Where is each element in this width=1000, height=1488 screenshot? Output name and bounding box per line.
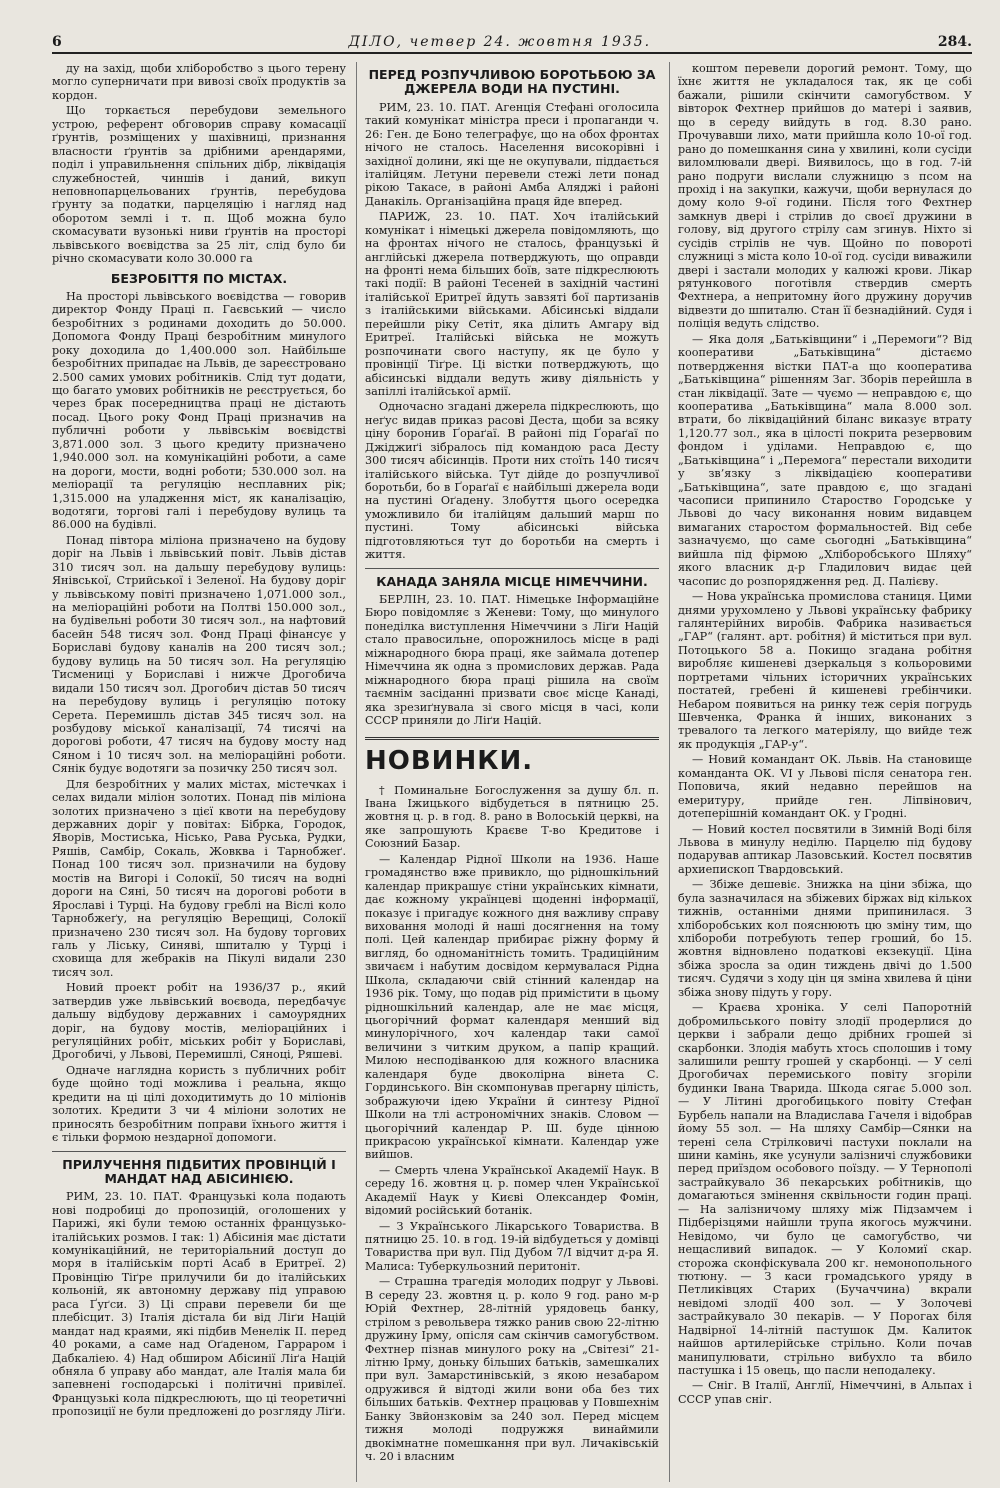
article-paragraph: ПАРИЖ, 23. 10. ПАТ. Хоч італійський комунікат і німецькі джерела повідомляють, що на фронтах нічого не сталось, французькі й англійські джерела потверджують, що оправди на фронті нема більших боїв, зате підкреслюють такі події: В районі Тесеней в західній частині італійської Еритреї йдуть завзяті бої партизанів з італійськими військами. Абісинські віддали перейшли ріку Сетіт, яка ділить Амгару від Еритреї. Італійські війська не можуть розпочинати свого наступу, як це було у провінції Тіґре. Ці вістки потверджують, що абісинські віддали ведуть живу діяльність у запіллі італійської армії. (365, 210, 659, 398)
article-paragraph: Для безробітних у малих містах, містечках і селах видали міліон золотих. Понад пів міліона золотих призначено з цієї квоти на перебудову державних доріг у повітах: Бібрка, Городок, Яворів, Мостиська, Нісько, Рава Руська, Рудки, Ряшів, Самбір, Сокаль, Жовква і Тарнобжеґ. Понад 100 тисяч зол. призначили на будову мостів на Вигорі і Солокії, 50 тисяч на водні дороги на Сяні, 50 тисяч на дорогові роботи в Ярославі і Турці. На будову греблі на Віслі коло Тарнобжеґу, на регуляцію Верещиці, Солокії призначено 230 тисяч зол. На будову торгових галь у Ліську, Синяві, шпиталю у Турці і сховища для жебраків на Пікулі видали 230 тисяч зол. (52, 777, 346, 979)
news-item: — Краєва хроніка. У селі Папоротній добромильського повіту злодії продерлися до церкви і забрали дещо дрібних грошей зі скарбонки. Злодія мабуть хтось сполошив і тому залишили решту грошей у скарбонці. — У селі Дрогобичах перемиського повіту згоріли будинки Івана Тварида. Шкода сягає 5.000 зол. — У Літині дрогобицького повіту Стефан Бурбель напали на Владислава Гачеля і відобрав йому 55 зол. — На шляху Самбір—Сянки на терені села Стрілковичі пастухи поклали на шини камінь, яке усунули залізничі службовики перед приїздом особового поїзду. — У Тернополі застрайкувало 36 пекарських робітників, що домагаються змінення сквільности годин праці. — На залізничому шляху між Підзамчем і Підберізцями найшли трупа якогось мужчини. Невідомо, чи було це самогубство, чи нещасливий випадок. — У Коломиї скар. сторожа сконфіскувала 200 кг. немонопольного тютюну. — З каси громадського уряду в Петликівцях Старих (Бучаччина) вкрали невідомі злодії 400 зол. — У Золочеві застрайкувало 30 пекарів. — У Порогах біля Надвірної 14-літній пастушок Дм. Калиток найшов артилерійське стрільно. Коли почав манипулювати, стрільно вибухло та вбило пастушка і 15 овець, що пасли неподалеку. (678, 1001, 972, 1377)
article-paragraph: На просторі львівського воєвідства — говорив директор Фонду Праці п. Гаєвський — число безробітних з родинами доходить до 50.000. Допомога Фонду Праці безробітним минулого року доходила до 1,400.000 зол. Найбільше безробітних припадає на Львів, де зареєстровано 2.500 самих умових робітників. Слід тут додати, що багато умових робітників не реєструється, бо через брак посередництва праці не дістають посад. Цього року Фонд Праці призначив на публичні роботи у львівськім воєвідстві 3,871.000 зол. З цього кредиту призначено 1,940.000 зол. на комунікаційні роботи, а саме на дороги, мости, водні роботи; 530.000 зол. на меліорації та регуляцію несплавних рік; 1,315.000 на уладження міст, як каналізацію, водотяги, торгові галі і перебудову вулиць та 86.000 на будівлі. (52, 289, 346, 532)
news-item: — Страшна трагедія молодих подруг у Львові. В середу 23. жовтня ц. р. коло 9 год. рано м-р Юрій Фехтнер, 28-літній урядовець банку, стрілом з револьвера тяжко ранив свою 22-літню дружину Ірму, опісля сам скінчив самогубством. Фехтнер пізнав минулого року на „Світезі“ 21-літню Ірму, доньку більших батьків, замешкалих при вул. Замарстинівській, з якою незабаром одружився й відтоді жили вони оба без тих більших батьків. Фехтнер працював у Повшехнім Банку Звйонзковім за 240 зол. Перед місцем тижня молоді подружжя винаймили двокімнатне помешкання при вул. Личаківській ч. 20 і власним (365, 1275, 659, 1463)
news-item: — Сніг. В Італії, Англії, Німеччині, в Альпах і СССР упав сніг. (678, 1379, 972, 1406)
section-title-news: НОВИНКИ. (365, 737, 659, 777)
news-item: — Нова українська промислова станиця. Цими днями урухомлено у Львові українську фабрику галянтерійних виробів. Фабрика називається „ГАР“ (галянт. арт. робітня) й міститься при вул. Потоцького 58 а. Покищо згадана робітня виробляє кишеневі дзеркальця з кольоровими портретами чільних історичних українських постатей, гребені й кишеневі гребінчики. Небаром появиться на ринку теж серія погрудь Шевченка, Франка й інших, виконаних з тревалого та легкого матеріялу, що вийде теж як продукція „ГАР-у“. (678, 590, 972, 751)
page-header (52, 28, 972, 54)
news-item: — З Українського Лікарського Товариства. В пятницю 25. 10. в год. 19-ій відбудеться у домівці Товариства при вул. Під Дубом 7/I відчит д-ра Я. Малиса: Туберкульозний перитоніт. (365, 1219, 659, 1273)
article-paragraph: РИМ, 23. 10. ПАТ. Французькі кола подають нові подробиці до пропозицій, оголошених у Парижі, які були темою останніх французько-італійських розмов. І так: 1) Абісинія має дістати комунікаційний, не територіальний доступ до моря в італійськім порті Асаб в Еритреї. 2) Провінцію Тіґре прилучили би до італійських кольоній, як автономну державу під управою раса Ґуґси. 3) Ці справи перевели би ще плебісцит. 3) Італія дістала би від Ліґи Націй мандат над краями, які підбив Менелік II. перед 40 роками, а саме над Оґаденом, Гарраром і Дабкаліею. 4) Над обширом Абісинії Ліґа Націй обняла б управу або мандат, але Італія мала би запевнені господарські і політичні привілеї. Французькі кола підкреслюють, що ці теоретичні пропозиції не були предложені до розгляду Ліґи. (52, 1190, 346, 1419)
news-item: — Збіже дешевіє. Знижка на ціни збіжа, що була зазначилася на збіжевих біржах від кількох тижнів, останніми днями припинилася. З хліборобських кол пояснюють цю зміну тим, що хлібороби потребують тепер гроший, бо 15. жовтня відновлено податкові екзекуції. Ціна збіжа зросла за один тиждень двічі до 1.500 тисяч. Судячи з ходу цін ця зміна хвилева й ціни збіжа знову підуть у гору. (678, 878, 972, 999)
news-item: — Новий командант ОК. Львів. На становище команданта ОК. VI у Львові після сенатора ген. Поповича, який недавно перейшов на емеритуру, прийде ген. Ліпвінович, дотеперішній командант ОК. у Гродні. (678, 753, 972, 821)
article-paragraph: БЕРЛІН, 23. 10. ПАТ. Німецьке Інформаційне Бюро повідомляє з Женеви: Тому, що минулого понеділка виступлення Німеччини з Ліґи Націй стало правосильне, опорожнилось місце в раді міжнародного бюра праці, яке займала дотепер Німеччина як одна з промислових держав. Рада міжнародного бюра праці рішила на своїм таємнім засіданні призвати своє місце Канаді, яка зрезиґнувала зі свого місця в часі, коли СССР приняли до Ліґи Націй. (365, 593, 659, 727)
column-3 (669, 62, 972, 1482)
news-item: † Поминальне Богослуження за душу бл. п. Івана Іжицького відбудеться в пятницю 25. жовтня ц. р. в год. 8. рано в Волоській церкві, на яке запрошують Краєве Т-во Кредитове і Союзний Базар. (365, 783, 659, 851)
column-2 (356, 62, 659, 1482)
news-item: — Календар Рідної Школи на 1936. Наше громадянство вже привикло, що рідношкільний календар прикрашує стіни українських кімнати, дає кожному українцеві щоденні інформації, показує і пригадує кожного дня важливу справу виховання молоді й наші досягнення на тому полі. Цей календар прибирає ріжну форму й вигляд, бо одноманітність томить. Традиційним звичаєм і набутим досвідом кермувалася Рідна Школа, складаючи свій стінний календар на 1936 рік. Тому, що подав рід примістити в цьому рідношкільний календар, але не має місця, цьогорічний формат календаря менший від минулорічного, хоч календар таки самої величини з читким друком, а папір кращий. Милою несподіванкою для кожного власника календаря буде двоколірна вінета С. Гординського. Він скомпонував прегарну цілість, зображуючи ідею України й синтезу Рідної Школи на тлі астрономічних знаків. Словом — цьогорічний календар Р. Ш. буде цінною прикрасою української кімнати. Календар уже вийшов. (365, 852, 659, 1162)
article-paragraph: Понад півтора міліона призначено на будову доріг на Львів і львівський повіт. Львів дістав 310 тисяч зол. на дальшу перебудову вулиць: Янівської, Стрийської і Зеленої. На будову доріг у львівському повіті призначено 1,071.000 зол., на меліораційні роботи на Полтві 150.000 зол., на будівельні роботи 30 тисяч зол., на нафтовий басейн 548 тисяч зол. Фонд Праці фінансує у Бориславі будову каналів на 200 тисяч зол.; будову вулиць на 50 тисяч зол. На регуляцію Тисмениці у Бориславі і нижче Дрогобича видали 150 тисяч зол. Дрогобич дістав 50 тисяч на перебудову вулиць і регуляцію потоку Серета. Перемишль дістав 345 тисяч зол. на розбудову міської каналізації, 74 тисячі на дорогові роботи, 47 тисяч на будову мосту над Сяном і 10 тисяч зол. на меліораційні роботи. Сянік будує водотяги за позичку 250 тисяч зол. (52, 533, 346, 776)
page-number-left: 6 (52, 34, 62, 50)
page-number-right: 284. (937, 34, 972, 50)
headline-unemployment: БЕЗРОБІТТЯ ПО МІСТАХ. (110, 270, 288, 286)
article-paragraph: Одночасно згадані джерела підкреслюють, що неґус видав приказ расові Деста, щоби за всяку ціну боронив Ґораґаї. В районі під Ґораґаї по Джіджиґі зібралось під командою раса Десту 300 тисяч абісинців. Проти них стоїть 140 тисяч італійського війська. Тут дійде до розпучливої боротьби, бо в Ґораґаї є найбільші джерела води на пустині Оґадену. Злобуття цього осередка уможливило би італійцям дальший марш по пустині. Тому абісинські війська підготовляються тут до боротьби на смерть і життя. (365, 400, 659, 562)
news-item: — Новий костел посвятили в Зимній Воді біля Львова в минулу неділю. Парцелю під будову подарував аптикар Лазовський. Костел посвятив архиепископ Твардовський. (678, 822, 972, 876)
news-item: — Яка доля „Батьківщини“ і „Перемоги“? Від кооперативи „Батьківщина“ дістаємо потвердження вістки ПАТ-а що кооператива „Батьківщина“ рішенням Заг. Зборів перейшла в стан ліквідації. Зате — чуємо — неправдою є, що кооператива „Батьківщина“ мала 8.000 зол. втрати, бо ліквідаційний біланс виказує втрату 1,120.77 зол., яка в цілості покрита резервовим фондом і уділами. Неправдою є, що „Батьківщина“ і „Перемога“ перестали виходити у зв’язку з ліквідацією кооперативи „Батьківщина“, зате правдою є, що згадані часописи припинило Староство Городське у Львові до часу виконання новим видавцем вимаганих старостом формальностей. Від себе зазначуємо, що саме сьогодні „Батьківщина“ вийшла під фірмою „Хліборобського Шляху“ якого власник д-р Гладилович видає цей часопис до розпорядження ред. Д. Палієву. (678, 332, 972, 588)
article-paragraph: Новий проект робіт на 1936/37 р., який затвердив уже львівський воєвода, передбачує дальшу відбудову державних і самоурядних доріг, на будову мостів, меліораційних і регуляційних робіт, міських робіт у Бориславі, Дрогобичі, у Львові, Перемишлі, Сяноці, Ряшеві. (52, 981, 346, 1062)
article-paragraph: коштом перевели дорогий ремонт. Тому, що їхнє життя не укладалося так, як це собі бажали, рішили скінчити самогубством. У вівторок Фехтнер прийшов до матері і заявив, що в середу вийдуть в год. 8.30 рано. Прочувавши лихо, мати прийшла коло 10-ої год. рано до помешкання сина у хвилині, коли сусіди виломлювали двері. Виявилось, що в год. 7-ій рано подруги вислали служницю з псом на прохід і на закупки, кажучи, щоби вернулася до дому коло 9-ої години. Після того Фехтнер замкнув двері і стрілив до своєї дружини в голову, від другого стрілу сам згинув. Ніхто зі сусідів стрілів не чув. Щойно по повороті служниці з міста коло 10-ої год. сусіди виважили двері і застали молодих у калюжі крови. Лікар рятункового поготівля ствердив смерть Фехтнера, а непритомну його дружину доручив відвезти до шпиталю. Стан її безнадійний. Судя і поліція ведуть слідство. (678, 62, 972, 331)
article-paragraph: Одначе наглядна користь з публичних робіт буде щойно тоді можлива і реальна, якщо кредити на ці цілі доходитимуть до 10 міліонів золотих. Кредити 3 чи 4 міліони золотих не приносять безробітним поправи їхнього життя і є тільки формою нездарної допомоги. (52, 1063, 346, 1145)
column-1 (52, 62, 346, 1482)
news-item: — Смерть члена Української Академії Наук. В середу 16. жовтня ц. р. помер член Української Академії Наук у Києві Олександер Фомін, відомий російський ботанік. (365, 1163, 659, 1218)
headline-canada: КАНАДА ЗАНЯЛА МІСЦЕ НІМЕЧЧИНИ. (365, 568, 659, 589)
article-paragraph: ду на захід, щоби хліборобство з цього терену могло суперничати при вивозі своїх продуктів за кордон. (52, 62, 346, 102)
masthead-date: ДІЛО, четвер 24. жовтня 1935. (348, 34, 652, 50)
headline-water-sources: ПЕРЕД РОЗПУЧЛИВОЮ БОРОТЬБОЮ ЗА ДЖЕРЕЛА ВОДИ НА ПУСТИНІ. (368, 67, 656, 97)
article-paragraph: Що торкається перебудови земельного устрою, референт обговорив справу комасації ґрунтів, розміщених у шахівниці, признання власности ґрунтів за дрібними арендарями, поділ і управильнення спільних дібр, ліквідація служебностей, чиншів і даний, викуп неповнопарцельованих ґрунтів, перебудова ґрунту за податки, парцеляцію і нагляд над оборотом землі і т. п. Щоб можна було скомасувати вузонькі ниви ґрунтів на просторі львівського воєвідства за 25 літ, слід було би річно скомасувати коло 30.000 га (52, 104, 346, 266)
article-paragraph: РИМ, 23. 10. ПАТ. Агенція Стефані оголосила такий комунікат міністра преси і пропаганди ч. 26: Ген. де Боно телеграфує, що на обох фронтах нічого не сталось. Населення високорівні і західної долини, які ще не окупували, піддається італійцям. Летуни перевели стежі лети понад рікою Такасе, в районі Амба Аляджі і районі Данакіль. Організаційна праця йде вперед. (365, 100, 659, 208)
headline-abyssinia-mandate: ПРИЛУЧЕННЯ ПІДБИТИХ ПРОВІНЦІЙ І МАНДАТ НАД АБІСИНІЄЮ. (52, 1151, 346, 1187)
